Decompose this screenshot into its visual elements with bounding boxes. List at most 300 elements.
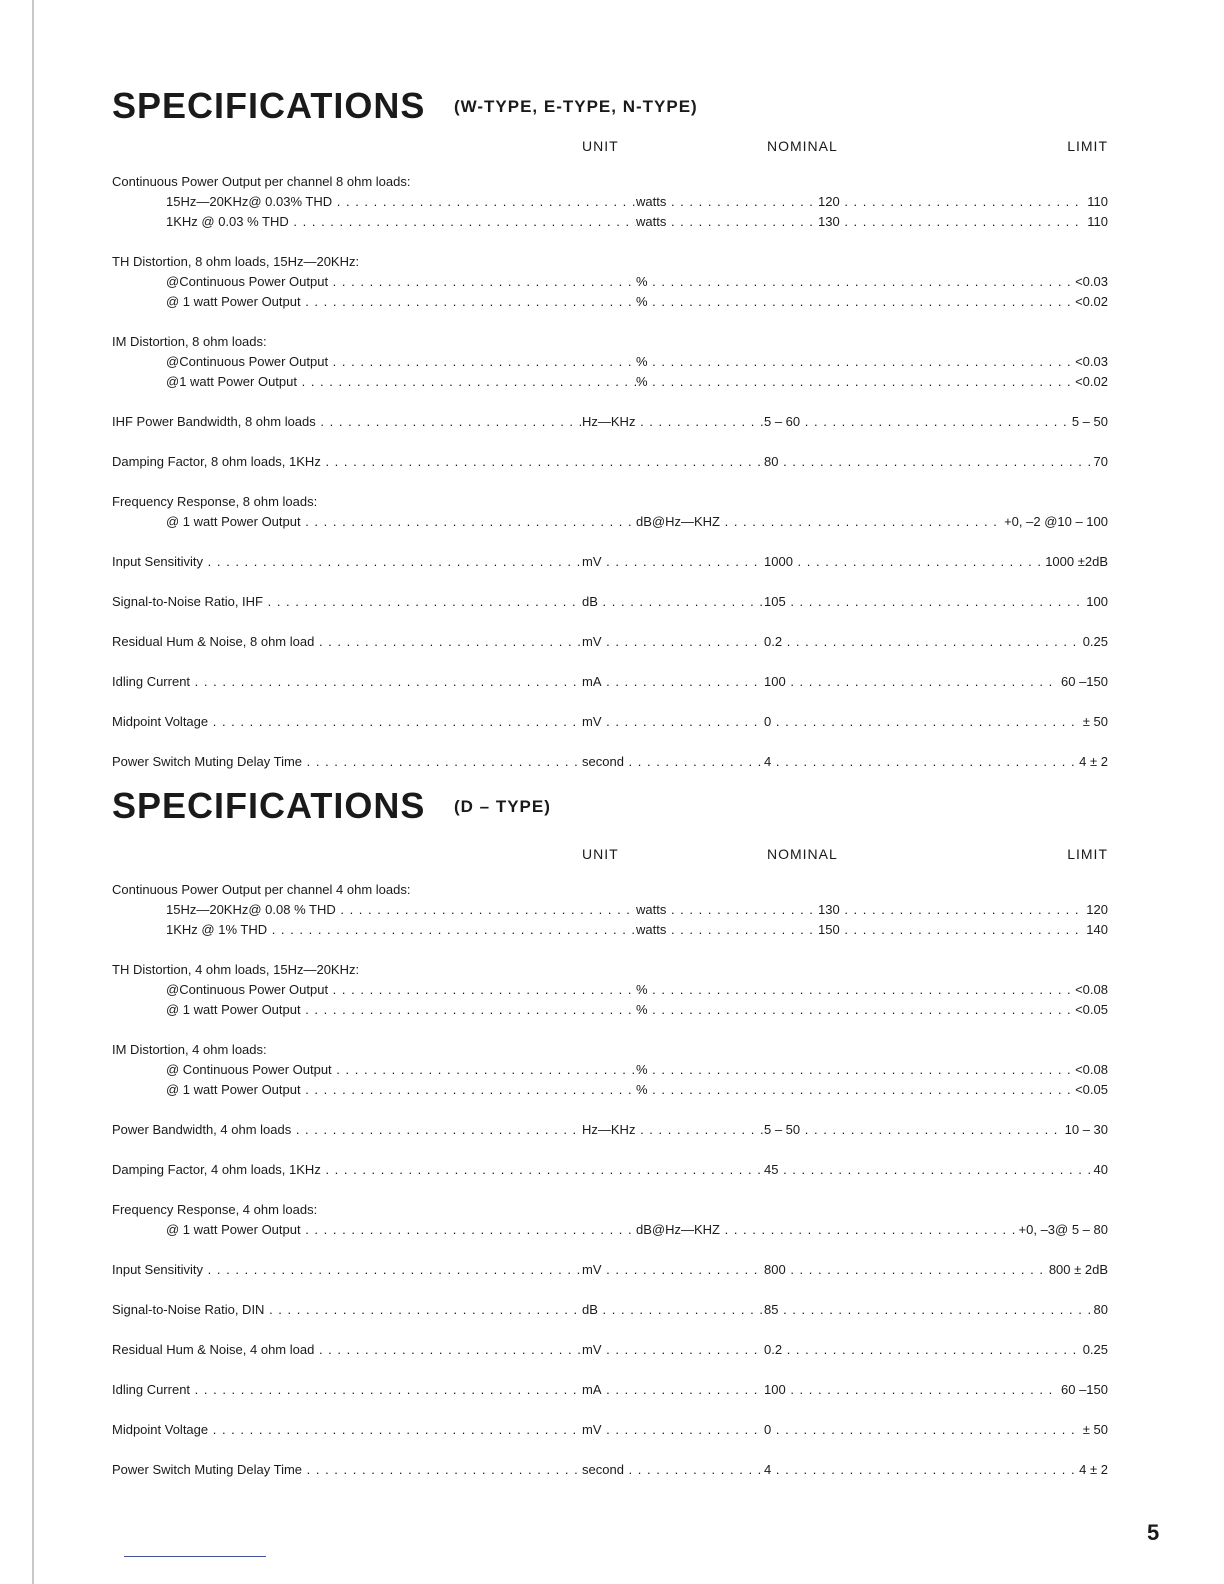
spec-limit: <0.05 — [1075, 1082, 1108, 1097]
spec-unit: Hz—KHz — [582, 414, 636, 429]
spec-unit-cell — [582, 632, 764, 652]
group-spacer — [112, 612, 1108, 632]
leader-dots — [793, 554, 1043, 569]
group-spacer — [112, 1400, 1108, 1420]
leader-dots — [602, 554, 765, 569]
leader-dots — [598, 594, 764, 609]
spec-nominal-cell — [764, 672, 1059, 692]
spec-row — [112, 1460, 1108, 1480]
leader-dots — [332, 1062, 636, 1077]
spec-group — [112, 1040, 1108, 1120]
spec-nominal-cell — [764, 452, 1092, 472]
spec-nominal-cell — [818, 512, 1002, 532]
spec-unit-cell — [582, 1420, 764, 1440]
group-title: TH Distortion, 4 ohm loads, 15Hz—20KHz: — [112, 962, 360, 977]
group-title: Frequency Response, 4 ohm loads: — [112, 1202, 318, 1217]
spec-limit: 0.25 — [1082, 1342, 1108, 1357]
spec-label: @ 1 watt Power Output — [166, 514, 301, 529]
spec-row — [112, 292, 1108, 312]
spec-row — [112, 192, 1108, 212]
spec-limit-cell — [1073, 1080, 1108, 1100]
section-heading — [112, 86, 1108, 136]
spec-label: 1KHz @ 0.03 % THD — [166, 214, 289, 229]
spec-row — [112, 980, 1108, 1000]
spec-group — [112, 1420, 1108, 1460]
spec-limit-cell — [1073, 352, 1108, 372]
spec-nominal: 105 — [764, 594, 786, 609]
group-spacer — [112, 652, 1108, 672]
spec-label: Input Sensitivity — [112, 1262, 204, 1277]
leader-dots — [648, 294, 818, 309]
spec-label: @ 1 watt Power Output — [166, 1222, 301, 1237]
spec-nominal-cell — [764, 1120, 1063, 1140]
spec-unit-cell — [636, 1220, 818, 1240]
spec-unit: mV — [582, 634, 602, 649]
spec-nominal: 130 — [818, 214, 840, 229]
leader-dots — [624, 1462, 764, 1477]
spec-group — [112, 452, 1108, 492]
spec-limit-cell — [1059, 1380, 1108, 1400]
leader-dots — [818, 514, 1002, 529]
leader-dots — [328, 274, 636, 289]
spec-unit-cell — [582, 1120, 764, 1140]
leader-dots — [840, 214, 1086, 229]
spec-nominal-cell — [818, 292, 1073, 312]
leader-dots — [208, 714, 582, 729]
spec-unit-cell — [582, 592, 764, 612]
spec-unit: second — [582, 754, 624, 769]
spec-nominal-cell — [818, 272, 1073, 292]
spec-label-cell — [112, 1220, 636, 1240]
spec-nominal-cell — [818, 1220, 1017, 1240]
leader-dots — [602, 634, 765, 649]
spec-limit: 4 ± 2 — [1079, 1462, 1108, 1477]
spec-limit: 140 — [1086, 922, 1108, 937]
spec-unit-cell — [582, 452, 764, 472]
spec-limit-cell — [1073, 980, 1108, 1000]
spec-label-cell — [112, 352, 636, 372]
spec-limit: <0.02 — [1075, 294, 1108, 309]
header-limit: LIMIT — [1067, 138, 1108, 154]
spec-group — [112, 1260, 1108, 1300]
spec-nominal-cell — [818, 1060, 1073, 1080]
leader-dots — [720, 1222, 818, 1237]
spec-row — [112, 920, 1108, 940]
spec-group — [112, 1160, 1108, 1200]
leader-dots — [582, 1162, 764, 1177]
leader-dots — [336, 902, 636, 917]
spec-label-cell — [112, 412, 582, 432]
leader-dots — [291, 1122, 582, 1137]
leader-dots — [648, 1002, 818, 1017]
spec-row — [112, 552, 1108, 572]
spec-nominal-cell — [818, 1000, 1073, 1020]
spec-limit-cell — [1002, 512, 1108, 532]
leader-dots — [301, 1002, 636, 1017]
group-title: Frequency Response, 8 ohm loads: — [112, 494, 318, 509]
page-number: 5 — [1147, 1520, 1160, 1545]
spec-label: Damping Factor, 8 ohm loads, 1KHz — [112, 454, 321, 469]
spec-label-cell — [112, 1380, 582, 1400]
spec-unit: mA — [582, 674, 602, 689]
spec-nominal-cell — [764, 592, 1084, 612]
spec-unit: mV — [582, 714, 602, 729]
spec-row — [112, 1340, 1108, 1360]
spec-nominal: 5 – 50 — [764, 1122, 801, 1137]
spec-unit: mV — [582, 554, 602, 569]
leader-dots — [267, 922, 636, 937]
spec-group — [112, 172, 1108, 252]
spec-label-cell — [112, 292, 636, 312]
spec-label-cell — [112, 592, 582, 612]
leader-dots — [818, 374, 1073, 389]
leader-dots — [264, 1302, 582, 1317]
header-unit: UNIT — [582, 138, 619, 154]
spec-label: @ 1 watt Power Output — [166, 294, 301, 309]
leader-dots — [786, 594, 1085, 609]
header-unit: UNIT — [582, 846, 619, 862]
spec-group — [112, 252, 1108, 332]
spec-row — [112, 452, 1108, 472]
spec-limit: 100 — [1086, 594, 1108, 609]
leader-dots — [818, 1002, 1073, 1017]
spec-limit: 10 – 30 — [1064, 1122, 1108, 1137]
spec-unit-cell — [582, 1460, 764, 1480]
spec-label: @Continuous Power Output — [166, 274, 329, 289]
spec-limit: 70 — [1093, 454, 1108, 469]
spec-nominal-cell — [764, 1460, 1077, 1480]
leader-dots — [818, 354, 1073, 369]
spec-label-cell — [112, 1420, 582, 1440]
column-headers — [112, 136, 1108, 172]
spec-nominal: 150 — [818, 922, 840, 937]
leader-dots — [321, 454, 582, 469]
section-subtitle: (W-TYPE, E-TYPE, N-TYPE) — [454, 97, 698, 116]
spec-section-w-e-n-type — [112, 86, 1108, 792]
spec-label: @Continuous Power Output — [166, 354, 329, 369]
spec-limit: 1000 ±2dB — [1045, 554, 1108, 569]
spec-limit: <0.08 — [1075, 1062, 1108, 1077]
spec-unit: watts — [636, 922, 667, 937]
spec-unit-cell — [582, 672, 764, 692]
group-spacer — [112, 432, 1108, 452]
spec-nominal: 0 — [764, 714, 772, 729]
group-title: IM Distortion, 4 ohm loads: — [112, 1042, 267, 1057]
group-spacer — [112, 1240, 1108, 1260]
spec-nominal: 0.2 — [764, 1342, 783, 1357]
leader-dots — [302, 754, 582, 769]
spec-limit-cell — [1073, 1000, 1108, 1020]
leader-dots — [328, 354, 636, 369]
spec-nominal: 80 — [764, 454, 779, 469]
spec-limit-cell — [1085, 192, 1108, 212]
leader-dots — [648, 1082, 818, 1097]
spec-label-cell — [112, 452, 582, 472]
leader-dots — [648, 1062, 818, 1077]
spec-group — [112, 492, 1108, 552]
group-spacer — [112, 532, 1108, 552]
leader-dots — [635, 1122, 764, 1137]
spec-unit: mV — [582, 1342, 602, 1357]
header-limit: LIMIT — [1067, 846, 1108, 862]
spec-group — [112, 1380, 1108, 1420]
leader-dots — [818, 1082, 1073, 1097]
spec-unit-cell — [636, 352, 818, 372]
spec-label-cell — [112, 1060, 636, 1080]
leader-dots — [771, 714, 1081, 729]
spec-nominal-cell — [818, 372, 1073, 392]
spec-limit-cell — [1081, 1420, 1108, 1440]
leader-dots — [800, 414, 1070, 429]
spec-unit-cell — [582, 1300, 764, 1320]
spec-label: Damping Factor, 4 ohm loads, 1KHz — [112, 1162, 321, 1177]
leader-dots — [297, 374, 636, 389]
spec-limit: +0, –2 @10 – 100 — [1004, 514, 1108, 529]
leader-dots — [720, 514, 818, 529]
spec-label-cell — [112, 1300, 582, 1320]
group-spacer — [112, 572, 1108, 592]
spec-label: 15Hz—20KHz@ 0.03% THD — [166, 194, 333, 209]
leader-dots — [782, 634, 1081, 649]
section-subtitle: (D – TYPE) — [454, 797, 551, 816]
spec-label-cell — [112, 1000, 636, 1020]
spec-limit: 60 –150 — [1061, 674, 1108, 689]
spec-row — [112, 1080, 1108, 1100]
spec-row — [112, 412, 1108, 432]
spec-limit-cell — [1084, 592, 1108, 612]
group-spacer — [112, 392, 1108, 412]
spec-label: @Continuous Power Output — [166, 982, 329, 997]
spec-nominal-cell — [764, 1260, 1047, 1280]
spec-limit-cell — [1077, 752, 1108, 772]
spec-nominal: 120 — [818, 194, 840, 209]
spec-unit: mV — [582, 1262, 602, 1277]
spec-nominal: 1000 — [764, 554, 793, 569]
spec-nominal-cell — [764, 1420, 1081, 1440]
leader-dots — [328, 982, 636, 997]
spec-group — [112, 1460, 1108, 1500]
spec-unit-cell — [636, 1060, 818, 1080]
spec-unit: % — [636, 1002, 648, 1017]
section-heading — [112, 786, 1108, 836]
spec-unit-cell — [636, 372, 818, 392]
spec-row — [112, 1060, 1108, 1080]
spec-row — [112, 1160, 1108, 1180]
spec-limit-cell — [1073, 1060, 1108, 1080]
spec-label: @ Continuous Power Output — [166, 1062, 332, 1077]
spec-limit: 4 ± 2 — [1079, 754, 1108, 769]
group-spacer — [112, 732, 1108, 752]
spec-label: Power Bandwidth, 4 ohm loads — [112, 1122, 292, 1137]
leader-dots — [818, 274, 1073, 289]
leader-dots — [648, 982, 818, 997]
spec-unit: watts — [636, 194, 667, 209]
leader-dots — [818, 294, 1073, 309]
group-spacer — [112, 1480, 1108, 1500]
leader-dots — [314, 634, 582, 649]
spec-label-cell — [112, 512, 636, 532]
leader-dots — [648, 354, 818, 369]
leader-dots — [190, 674, 582, 689]
spec-label: Power Switch Muting Delay Time — [112, 754, 303, 769]
spec-limit: <0.02 — [1075, 374, 1108, 389]
spec-row — [112, 1300, 1108, 1320]
spec-group — [112, 632, 1108, 672]
spec-nominal-cell — [764, 1300, 1092, 1320]
group-spacer — [112, 472, 1108, 492]
spec-groups — [112, 172, 1108, 792]
spec-unit: % — [636, 354, 648, 369]
spec-label: Idling Current — [112, 1382, 191, 1397]
spec-nominal-cell — [818, 212, 1085, 232]
spec-unit: mA — [582, 1382, 602, 1397]
group-spacer — [112, 1280, 1108, 1300]
spec-unit: % — [636, 374, 648, 389]
spec-label-cell — [112, 552, 582, 572]
spec-nominal-cell — [764, 1340, 1081, 1360]
spec-nominal-cell — [818, 352, 1073, 372]
spec-limit-cell — [1081, 1340, 1108, 1360]
spec-limit-cell — [1070, 412, 1108, 432]
group-spacer — [112, 1360, 1108, 1380]
spec-limit: 60 –150 — [1061, 1382, 1108, 1397]
spec-label-cell — [112, 980, 636, 1000]
leader-dots — [771, 1462, 1077, 1477]
spec-label-cell — [112, 192, 636, 212]
spec-unit-cell — [636, 920, 818, 940]
spec-limit-cell — [1084, 920, 1108, 940]
spec-nominal-cell — [764, 412, 1070, 432]
spec-row — [112, 1220, 1108, 1240]
group-spacer — [112, 692, 1108, 712]
spec-unit: % — [636, 982, 648, 997]
spec-label-cell — [112, 752, 582, 772]
footer-rule — [124, 1556, 266, 1557]
spec-nominal-cell — [764, 752, 1077, 772]
leader-dots — [778, 454, 1091, 469]
spec-unit: dB@Hz—KHZ — [636, 514, 720, 529]
spec-nominal-cell — [818, 900, 1084, 920]
leader-dots — [771, 754, 1077, 769]
spec-limit-cell — [1092, 1300, 1108, 1320]
leader-dots — [332, 194, 636, 209]
leader-dots — [666, 194, 818, 209]
spec-nominal-cell — [764, 552, 1043, 572]
leader-dots — [786, 1262, 1047, 1277]
spec-group — [112, 592, 1108, 632]
spec-unit: % — [636, 1062, 648, 1077]
spec-label-cell — [112, 1120, 582, 1140]
spec-label-cell — [112, 900, 636, 920]
spec-groups — [112, 880, 1108, 1500]
spec-nominal: 4 — [764, 1462, 772, 1477]
spec-limit-cell — [1084, 900, 1108, 920]
leader-dots — [840, 194, 1086, 209]
leader-dots — [648, 374, 818, 389]
leader-dots — [818, 982, 1073, 997]
spec-nominal: 130 — [818, 902, 840, 917]
leader-dots — [301, 294, 636, 309]
spec-label-cell — [112, 1340, 582, 1360]
leader-dots — [778, 1302, 1091, 1317]
binding-edge — [32, 0, 34, 1584]
spec-nominal-cell — [818, 920, 1084, 940]
spec-label: Input Sensitivity — [112, 554, 204, 569]
spec-nominal-cell — [764, 1160, 1092, 1180]
section-title: SPECIFICATIONS — [112, 85, 426, 126]
spec-group — [112, 672, 1108, 712]
leader-dots — [666, 214, 818, 229]
spec-label: Signal-to-Noise Ratio, DIN — [112, 1302, 265, 1317]
spec-limit-cell — [1081, 632, 1108, 652]
spec-limit-cell — [1043, 552, 1108, 572]
spec-unit-cell — [636, 512, 818, 532]
spec-label: @ 1 watt Power Output — [166, 1002, 301, 1017]
spec-unit: second — [582, 1462, 624, 1477]
spec-nominal-cell — [764, 632, 1081, 652]
spec-label-cell — [112, 1080, 636, 1100]
spec-limit: 120 — [1086, 902, 1108, 917]
spec-row — [112, 592, 1108, 612]
leader-dots — [786, 1382, 1059, 1397]
spec-row — [112, 672, 1108, 692]
spec-nominal: 5 – 60 — [764, 414, 801, 429]
group-spacer — [112, 1320, 1108, 1340]
spec-label: Residual Hum & Noise, 8 ohm load — [112, 634, 315, 649]
spec-limit-cell — [1092, 1160, 1108, 1180]
group-spacer — [112, 232, 1108, 252]
leader-dots — [602, 1382, 765, 1397]
leader-dots — [203, 1262, 582, 1277]
spec-unit-cell — [582, 1340, 764, 1360]
spec-row — [112, 632, 1108, 652]
spec-limit-cell — [1092, 452, 1108, 472]
group-spacer — [112, 1440, 1108, 1460]
spec-label: Residual Hum & Noise, 4 ohm load — [112, 1342, 315, 1357]
leader-dots — [301, 1222, 636, 1237]
spec-label: IHF Power Bandwidth, 8 ohm loads — [112, 414, 316, 429]
spec-group — [112, 412, 1108, 452]
spec-limit: 80 — [1093, 1302, 1108, 1317]
spec-label-cell — [112, 920, 636, 940]
spec-limit-cell — [1047, 1260, 1108, 1280]
spec-limit-cell — [1085, 212, 1108, 232]
spec-limit: ± 50 — [1082, 1422, 1108, 1437]
leader-dots — [301, 514, 636, 529]
leader-dots — [602, 1422, 765, 1437]
leader-dots — [602, 1262, 765, 1277]
spec-label-cell — [112, 272, 636, 292]
leader-dots — [648, 274, 818, 289]
spec-limit: <0.08 — [1075, 982, 1108, 997]
leader-dots — [190, 1382, 582, 1397]
leader-dots — [818, 1222, 1017, 1237]
leader-dots — [800, 1122, 1062, 1137]
leader-dots — [314, 1342, 582, 1357]
spec-nominal: 85 — [764, 1302, 779, 1317]
spec-unit: watts — [636, 214, 667, 229]
group-title: TH Distortion, 8 ohm loads, 15Hz—20KHz: — [112, 254, 360, 269]
spec-limit: +0, –3@ 5 – 80 — [1018, 1222, 1108, 1237]
spec-row — [112, 1000, 1108, 1020]
spec-group — [112, 1200, 1108, 1260]
spec-unit-cell — [582, 1160, 764, 1180]
group-title: IM Distortion, 8 ohm loads: — [112, 334, 267, 349]
spec-unit-cell — [582, 712, 764, 732]
spec-nominal-cell — [818, 192, 1085, 212]
spec-nominal: 0.2 — [764, 634, 783, 649]
spec-label: Midpoint Voltage — [112, 714, 209, 729]
